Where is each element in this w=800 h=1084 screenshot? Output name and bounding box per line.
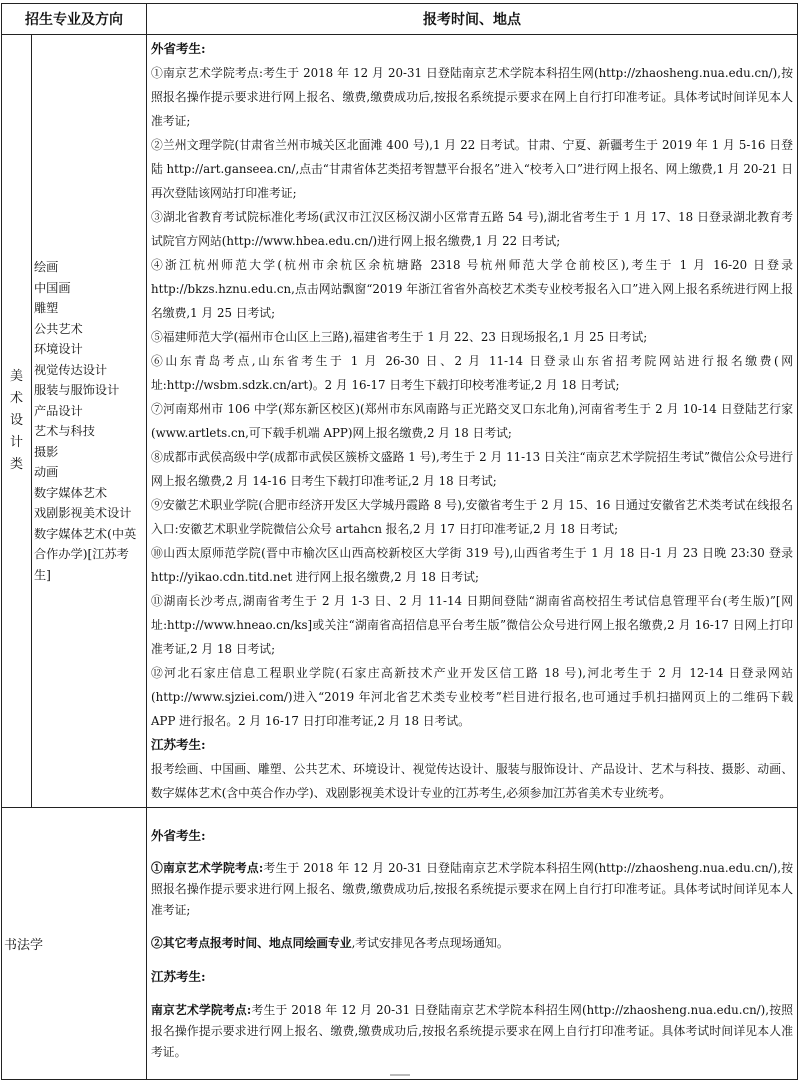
exam-site-item: ⑧成都市武侯高级中学(成都市武侯区簇桥文盛路 1 号),考生于 2 月 11-13 日关注“南京艺术学院招生考试”微信公众号进行网上报名缴费,2 月 14-16 日考生下载打印准考证,2 月 18 日考试; (151, 450, 793, 488)
exam-site-item: ③湖北省教育考试院标准化考场(武汉市江汉区杨汉湖小区常青五路 54 号),湖北省考生于 1 月 17、18 日登录湖北教育考试院官方网站(http://www.hbea.edu.cn/)进行网上报名缴费,1 月 22 日考试; (151, 210, 793, 248)
exam-site-item: ⑨安徽艺术职业学院(合肥市经济开发区大学城丹霞路 8 号),安徽省考生于 2 月 15、16 日通过安徽省艺术类考试在线报名入口:安徽艺术职业学院微信公众号 artahcn 报名,2 月 17 日打印准考证,2 月 18 日考试; (151, 498, 793, 536)
exam-site-item: ⑦河南郑州市 106 中学(郑东新区校区)(郑州市东风南路与正光路交叉口东北角),河南省考生于 2 月 10-14 日登陆艺行家(www.artlets.cn,可下载手机端 APP)网上报名缴费,2 月 18 日考试; (151, 402, 793, 440)
jiangsu-note: 报考绘画、中国画、雕塑、公共艺术、环境设计、视觉传达设计、服装与服饰设计、产品设计、艺术与科技、摄影、动画、数字媒体艺术(含中英合作办学)、戏剧影视美术设计专业的江苏考生,必须参加江苏省美术专业统考。 (151, 762, 793, 800)
major-item: 数字媒体艺术 (34, 485, 108, 500)
exam-site-text: ,考试安排见各考点现场通知。 (351, 935, 509, 950)
exam-site-label: 南京艺术学院考点: (151, 1002, 252, 1017)
major-item: 产品设计 (34, 403, 83, 418)
major-item: 绘画 (34, 260, 59, 274)
major-item: 公共艺术 (34, 321, 83, 336)
exam-site-item: ⑤福建师范大学(福州市仓山区上三路),福建省考生于 1 月 22、23 日现场报名,1 月 25 日考试; (151, 330, 648, 344)
major-item: 戏剧影视美术设计 (34, 506, 132, 520)
exam-site-text: 考生于 2018 年 12 月 20-31 日登陆南京艺术学院本科招生网(http://zhaosheng.nua.edu.cn/),按照报名操作提示要求进行网上报名、缴费,缴费成功后,按报名系统提示要求在网上自行打印准考证。具体考试时间详见本人准考证; (151, 861, 793, 917)
exam-site-item: ⑥山东青岛考点,山东省考生于 1 月 26-30 日、2 月 11-14 日登录山东省招考院网站进行报名缴费(网址:http://wsbm.sdzk.cn/art)。2 月 16-17 日考生下载打印校考准考证,2 月 18 日考试; (151, 354, 793, 392)
jiangsu-heading: 江苏考生: (151, 969, 206, 985)
category-char: 设 (9, 413, 23, 428)
exam-site-label: ①南京艺术学院考点: (151, 861, 264, 875)
jiangsu-heading: 江苏考生: (151, 737, 206, 752)
major-calligraphy-cell: 书法学 (2, 808, 147, 1080)
exam-site-item (151, 933, 793, 954)
category-cell-art-design (2, 35, 32, 808)
exam-site-item: ④浙江杭州师范大学(杭州市余杭区余杭塘路 2318 号杭州师范大学仓前校区),考生于 1 月 16-20 日登录 http://bkzs.hznu.edu.cn,点击网站飘窗“2019 年浙江省省外高校艺术类专业校考报名入口”进入网上报名系统进行网上报名缴费,1 月 25 日考试; (151, 258, 793, 320)
major-item: 艺术与科技 (34, 424, 95, 438)
major-item: 雕塑 (34, 301, 59, 315)
table-row (2, 35, 798, 808)
major-item: 中国画 (34, 280, 71, 295)
out-of-province-heading: 外省考生: (151, 41, 206, 56)
category-char: 类 (9, 457, 23, 472)
exam-site-item: ⑩山西太原师范学院(晋中市榆次区山西高校新校区大学街 319 号),山西省考生于 1 月 18 日-1 月 23 日晚 23:30 登录 http://yikao.cdn.titd.net 进行网上报名缴费,2 月 18 日考试; (151, 546, 793, 584)
major-item: 摄影 (34, 444, 59, 459)
category-char: 计 (9, 435, 23, 450)
exam-site-item: ②兰州文理学院(甘肃省兰州市城关区北面滩 400 号),1 月 22 日考试。甘肃、宁夏、新疆考生于 2019 年 1 月 5-16 日登陆 http://art.ganseea.cn/,点击“甘肃省体艺类招考智慧平台报名”进入“校考入口”进行网上报名、网上缴费,1 月 20-21 日再次登陆该网站打印准考证; (151, 138, 793, 200)
art-exam-info-cell (147, 35, 798, 808)
majors-list-cell (32, 35, 147, 808)
admission-table (1, 3, 798, 1080)
calligraphy-exam-info-cell (147, 808, 798, 1080)
exam-site-item (151, 858, 793, 921)
major-item: 数字媒体艺术(中英合作办学)[江苏考生] (34, 526, 137, 582)
exam-site-text: 考生于 2018 年 12 月 20-31 日登陆南京艺术学院本科招生网(http://zhaosheng.nua.edu.cn/),按照报名操作提示要求进行网上报名、缴费,缴费成功后,按报名系统提示要求在网上自行打印准考证。具体考试时间详见本人准考证。 (151, 1002, 793, 1059)
major-item: 环境设计 (34, 342, 83, 356)
header-time-location-column: 报考时间、地点 (147, 4, 798, 35)
category-char: 术 (9, 391, 23, 406)
jiangsu-note (151, 1000, 793, 1063)
exam-site-item: ①南京艺术学院考点:考生于 2018 年 12 月 20-31 日登陆南京艺术学院本科招生网(http://zhaosheng.nua.edu.cn/),按照报名操作提示要求进行网上报名、缴费,缴费成功后,按报名系统提示要求在网上自行打印准考证。具体考试时间详见本人准考证; (151, 66, 793, 128)
header-major-column: 招生专业及方向 (2, 4, 147, 35)
major-item: 动画 (34, 465, 59, 479)
exam-site-item: ⑪湖南长沙考点,湖南省考生于 2 月 1-3 日、2 月 11-14 日期间登陆“湖南省高校招生考试信息管理平台(考生版)”[网址:http://www.hneao.cn/ks]或关注“湖南省高招信息平台考生版”微信公众号进行网上报名缴费,2 月 16-17 日网上打印准考证,2 月 18 日考试; (151, 594, 793, 656)
category-char: 美 (9, 369, 23, 384)
table-header-row (2, 4, 798, 35)
table-row (2, 808, 798, 1080)
exam-site-label: ②其它考点报考时间、地点同绘画专业 (151, 935, 352, 950)
major-item: 服装与服饰设计 (34, 383, 120, 397)
major-item: 视觉传达设计 (34, 362, 108, 377)
page-footer-mark (390, 1074, 410, 1076)
out-of-province-heading: 外省考生: (151, 827, 206, 843)
exam-site-item: ⑫河北石家庄信息工程职业学院(石家庄高新技术产业开发区信工路 18 号),河北考生于 2 月 12-14 日登录网站(http://www.sjziei.com/)进入“2019 年河北省艺术类专业校考”栏目进行报名,也可通过手机扫描网页上的二维码下载 APP 进行报名。2 月 16-17 日打印准考证,2 月 18 日考试。 (151, 666, 793, 728)
